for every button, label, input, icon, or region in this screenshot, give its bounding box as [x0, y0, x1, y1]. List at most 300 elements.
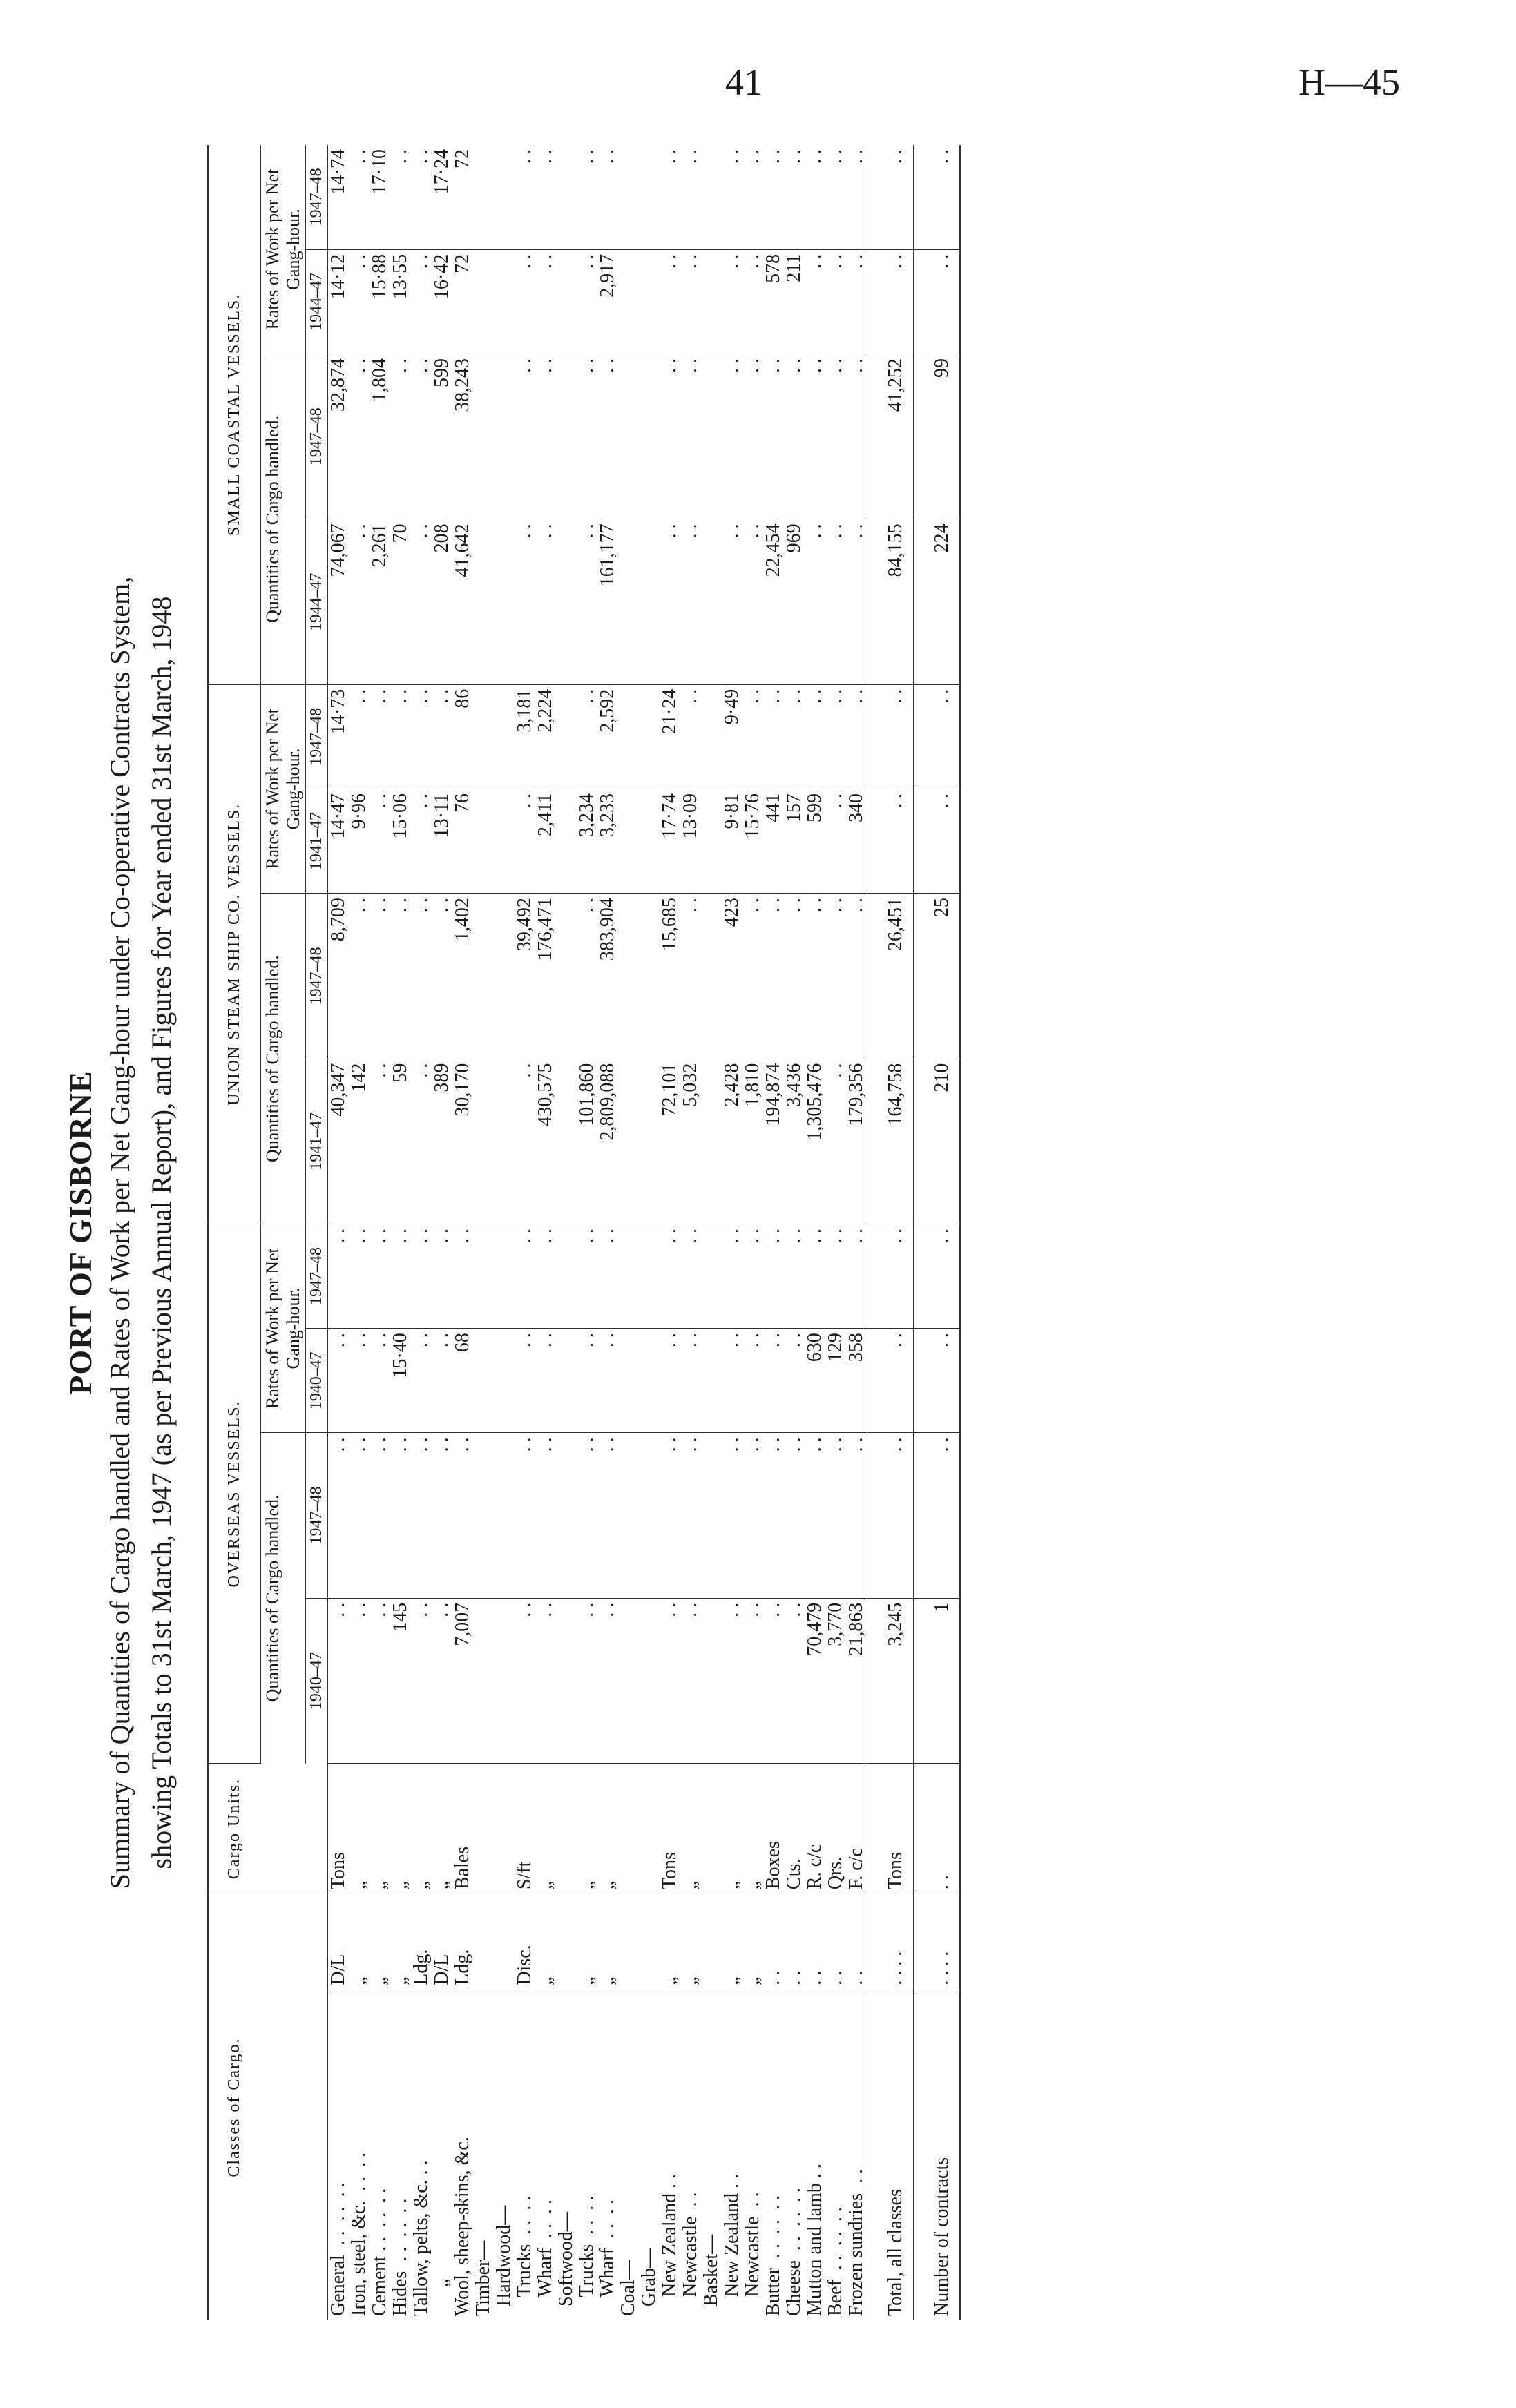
cell-us-r1: 17·74	[660, 789, 680, 893]
cell-sub: „	[742, 1894, 763, 1990]
cell-us-r2: . .	[411, 684, 432, 789]
cell-sc-r1: 14·12	[328, 249, 349, 354]
cell-us-r1: 14·47	[328, 789, 349, 893]
header-ov-qty: Quantities of Cargo handled.	[261, 1433, 306, 1764]
cell-sc-q1: . .	[535, 519, 556, 684]
cell-ov-q2: . .	[914, 1433, 961, 1598]
cell-sc-r2: . .	[763, 145, 784, 249]
cell-sc-q2	[556, 354, 577, 519]
cell-sc-r1: . .	[742, 249, 763, 354]
cell-ov-r1	[494, 1329, 515, 1433]
table-row	[618, 145, 639, 2320]
cell-sc-q1: . .	[805, 519, 825, 684]
table-row	[349, 145, 370, 2320]
cell-us-r1	[701, 789, 722, 893]
cell-sc-q1: 41,642	[452, 519, 473, 684]
cell-sub: Ldg.	[452, 1894, 473, 1990]
cell-us-q2: 15,685	[660, 894, 680, 1059]
cell-us-q2: . .	[763, 894, 784, 1059]
cell-unit	[701, 1764, 722, 1894]
header-year: 1947–48	[306, 1433, 328, 1598]
cell-sub	[639, 1894, 660, 1990]
cell-ov-r2: . .	[914, 1224, 961, 1328]
cell-ov-q2: . .	[763, 1433, 784, 1598]
cell-sub: D/L	[328, 1894, 349, 1990]
cell-sc-q2: 41,252	[867, 354, 914, 519]
cell-sub: „	[597, 1894, 618, 1990]
cell-sc-r1: . .	[867, 249, 914, 354]
cell-unit: Bales	[452, 1764, 473, 1894]
cell-ov-q2: . .	[722, 1433, 742, 1598]
cell-cls: Iron, steel, &c. . . . .	[348, 2152, 370, 2316]
cell-ov-r1: 358	[846, 1329, 867, 1433]
cell-us-r2: . .	[867, 684, 914, 789]
cell-us-q1	[473, 1059, 494, 1224]
cell-ov-r1: . .	[535, 1329, 556, 1433]
cell-sc-q1	[556, 519, 577, 684]
cell-sc-q2	[639, 354, 660, 519]
cell-us-q2: . .	[390, 894, 411, 1059]
cell-ov-q2: . .	[328, 1433, 349, 1598]
cell-us-q2	[701, 894, 722, 1059]
cell-sc-r1: 15·88	[370, 249, 390, 354]
cell-ov-q1	[639, 1598, 660, 1763]
cell-us-q1: 2,428	[722, 1059, 742, 1224]
cell-us-q2: 26,451	[867, 894, 914, 1059]
cell-us-r2: . .	[784, 684, 805, 789]
cell-us-q1: 30,170	[452, 1059, 473, 1224]
cell-ov-r2: . .	[784, 1224, 805, 1328]
cell-us-q2: . .	[680, 894, 701, 1059]
cell-us-q2: 1,402	[452, 894, 473, 1059]
cell-us-q1: 3,436	[784, 1059, 805, 1224]
header-us-rate: Rates of Work per Net Gang-hour.	[261, 684, 306, 893]
cell-sc-r2: . .	[597, 145, 618, 249]
cell-ov-q2: . .	[597, 1433, 618, 1598]
cell-sc-q1	[473, 519, 494, 684]
cell-cls: Mutton and lamb . .	[804, 2164, 825, 2316]
cell-sc-q1: 208	[432, 519, 452, 684]
cell-sc-q1	[618, 519, 639, 684]
table-row	[328, 145, 349, 2320]
cell-ov-q2: . .	[411, 1433, 432, 1598]
cell-us-r2: 21·24	[660, 684, 680, 789]
cell-ov-r1: . .	[328, 1329, 349, 1433]
cell-ov-q2: . .	[390, 1433, 411, 1598]
cell-sc-r1: . .	[411, 249, 432, 354]
cell-cls: Frozen sundries . .	[845, 2168, 867, 2316]
cell-sc-q1: 969	[784, 519, 805, 684]
cell-us-q2: 25	[914, 894, 961, 1059]
cell-us-r2	[618, 684, 639, 789]
cell-us-q2: . .	[411, 894, 432, 1059]
cell-ov-q2: . .	[370, 1433, 390, 1598]
cell-cls: Beef . . . . . .	[825, 2207, 846, 2316]
cell-sc-r1: . .	[577, 249, 597, 354]
cell-us-r1: 76	[452, 789, 473, 893]
cell-sub	[701, 1894, 722, 1990]
cell-us-r2: . .	[349, 684, 370, 789]
cell-us-r2	[639, 684, 660, 789]
cell-us-q2: . .	[784, 894, 805, 1059]
table-row	[515, 145, 535, 2320]
cell-ov-r2: . .	[660, 1224, 680, 1328]
cell-cls: Coal—	[617, 2260, 639, 2316]
page-title: PORT OF GISBORNE	[63, 1070, 98, 1395]
cell-cls: Wharf . . . .	[535, 2199, 556, 2316]
cell-ov-r1: . .	[660, 1329, 680, 1433]
cell-us-q2: . .	[349, 894, 370, 1059]
cell-sc-r1: . .	[535, 249, 556, 354]
cell-ov-q2: . .	[535, 1433, 556, 1598]
contracts-row	[914, 145, 961, 2320]
cell-unit: „	[742, 1764, 763, 1894]
cell-sc-r1	[473, 249, 494, 354]
cell-us-q1: 101,860	[577, 1059, 597, 1224]
cell-us-r1: 15·06	[390, 789, 411, 893]
cell-sub: „	[680, 1894, 701, 1990]
table-row	[825, 145, 846, 2320]
cell-sc-r2	[639, 145, 660, 249]
cell-us-r2	[556, 684, 577, 789]
cell-cls: Number of contracts	[914, 1990, 961, 2320]
cell-us-r1: 3,234	[577, 789, 597, 893]
cell-us-r2: . .	[742, 684, 763, 789]
cell-sc-r2	[473, 145, 494, 249]
cell-us-r2: 86	[452, 684, 473, 789]
cell-unit	[556, 1764, 577, 1894]
cell-us-q2	[618, 894, 639, 1059]
cell-us-r2: . .	[390, 684, 411, 789]
cell-us-q2: . .	[370, 894, 390, 1059]
cell-sc-q1: 161,177	[597, 519, 618, 684]
cell-ov-r1: . .	[597, 1329, 618, 1433]
cell-us-r1	[473, 789, 494, 893]
cell-us-q2: . .	[825, 894, 846, 1059]
cell-sub	[473, 1894, 494, 1990]
document-reference: H—45	[1298, 61, 1400, 103]
header-union: UNION STEAM SHIP CO. VESSELS.	[208, 684, 261, 1224]
cell-us-q2	[556, 894, 577, 1059]
cell-unit: Cts.	[784, 1764, 805, 1894]
cell-unit: S/ft	[515, 1764, 535, 1894]
cell-ov-q2: . .	[742, 1433, 763, 1598]
cell-us-q1: 164,758	[867, 1059, 914, 1224]
cell-sc-r2: . .	[577, 145, 597, 249]
cell-ov-q1: 145	[390, 1598, 411, 1763]
header-overseas: OVERSEAS VESSELS.	[208, 1224, 261, 1763]
cell-us-r1: 340	[846, 789, 867, 893]
cell-ov-r1	[473, 1329, 494, 1433]
cell-sc-r2: . .	[784, 145, 805, 249]
cell-sub: . .	[825, 1894, 846, 1990]
header-year: 1947–48	[306, 354, 328, 519]
cell-unit: „	[577, 1764, 597, 1894]
cell-sc-r1: . .	[846, 249, 867, 354]
cell-ov-r2: . .	[825, 1224, 846, 1328]
cell-ov-q1: . .	[680, 1598, 701, 1763]
cell-ov-r1	[701, 1329, 722, 1433]
cell-ov-r1: . .	[784, 1329, 805, 1433]
rotated-page-body	[62, 145, 1443, 2320]
cell-sub: . .	[805, 1894, 825, 1990]
cell-sc-q1: 2,261	[370, 519, 390, 684]
cell-us-r1: 9·81	[722, 789, 742, 893]
page-number: 41	[725, 61, 762, 103]
table-row	[432, 145, 452, 2320]
table-row	[805, 145, 825, 2320]
cell-us-r1: 2,411	[535, 789, 556, 893]
cell-sc-r1: 578	[763, 249, 784, 354]
cell-ov-r2	[473, 1224, 494, 1328]
cell-sc-r1: . .	[349, 249, 370, 354]
cell-ov-q1	[701, 1598, 722, 1763]
header-year: 1947–48	[306, 894, 328, 1059]
cell-sub: „	[577, 1894, 597, 1990]
subtitle-line-1: Summary of Quantities of Cargo handled and Rates of Work per Net Gang-hour under Co-operative Contracts System,	[104, 576, 135, 1889]
cell-us-r1: 599	[805, 789, 825, 893]
cell-sc-r1: . .	[680, 249, 701, 354]
cell-ov-q2: . .	[660, 1433, 680, 1598]
table-row	[452, 145, 473, 2320]
cell-ov-q2: . .	[805, 1433, 825, 1598]
cell-sc-r1: . .	[914, 249, 961, 354]
cell-us-r1: . .	[867, 789, 914, 893]
cell-ov-q2: . .	[867, 1433, 914, 1598]
cell-us-r2: . .	[914, 684, 961, 789]
cell-cls: Timber—	[472, 2240, 494, 2316]
cell-ov-r2: . .	[742, 1224, 763, 1328]
cell-us-r2: . .	[577, 684, 597, 789]
header-year: 1941–47	[306, 789, 328, 893]
header-year: 1944–47	[306, 249, 328, 354]
table-row	[556, 145, 577, 2320]
cell-unit: „	[432, 1764, 452, 1894]
cell-sub: . .	[763, 1894, 784, 1990]
cell-ov-q1: . .	[577, 1598, 597, 1763]
cell-ov-r1: 68	[452, 1329, 473, 1433]
cell-sub	[494, 1894, 515, 1990]
cell-ov-q1: 1	[914, 1598, 961, 1763]
cell-us-r2: . .	[680, 684, 701, 789]
header-year: 1947–48	[306, 1224, 328, 1328]
cell-us-r1: 13·09	[680, 789, 701, 893]
cell-cls: Butter . . . . . .	[762, 2195, 784, 2316]
cell-us-q2: 383,904	[597, 894, 618, 1059]
header-units: Cargo Units.	[208, 1764, 328, 1894]
cell-cls: Grab—	[638, 2248, 660, 2316]
cell-sub: „	[660, 1894, 680, 1990]
cell-ov-q1: . .	[763, 1598, 784, 1763]
cell-ov-q2	[639, 1433, 660, 1598]
cell-sc-q2	[701, 354, 722, 519]
cell-us-q2	[639, 894, 660, 1059]
cell-unit: „	[680, 1764, 701, 1894]
cell-ov-q1	[618, 1598, 639, 1763]
table-row	[639, 145, 660, 2320]
cell-sc-r2: . .	[680, 145, 701, 249]
cell-ov-r1: 129	[825, 1329, 846, 1433]
cell-unit: Tons	[660, 1764, 680, 1894]
cell-us-r2: 2,592	[597, 684, 618, 789]
table-row	[494, 145, 515, 2320]
cell-ov-r1: . .	[432, 1329, 452, 1433]
cell-us-r1: . .	[411, 789, 432, 893]
cell-sub: D/L	[432, 1894, 452, 1990]
cell-sc-r1: . .	[515, 249, 535, 354]
header-year: 1941–47	[306, 1059, 328, 1224]
cell-us-q1: 1,305,476	[805, 1059, 825, 1224]
cell-ov-q2: . .	[680, 1433, 701, 1598]
cell-us-q1	[556, 1059, 577, 1224]
cell-sc-q1: . .	[349, 519, 370, 684]
cell-unit: F. c/c	[846, 1764, 867, 1894]
cell-ov-q2	[556, 1433, 577, 1598]
cell-us-r1: 3,233	[597, 789, 618, 893]
cell-us-q1: 142	[349, 1059, 370, 1224]
cell-sc-r2: . .	[914, 145, 961, 249]
cell-us-q1	[701, 1059, 722, 1224]
cell-sc-r1	[701, 249, 722, 354]
cell-sc-q1: 224	[914, 519, 961, 684]
cell-cls: Newcastle . .	[680, 2192, 701, 2316]
cell-sub: . .	[784, 1894, 805, 1990]
cell-us-r2	[494, 684, 515, 789]
cell-us-q1: 72,101	[660, 1059, 680, 1224]
cell-ov-r1: . .	[742, 1329, 763, 1433]
header-year: 1944–47	[306, 519, 328, 684]
cell-sc-r2	[494, 145, 515, 249]
cell-ov-r2	[701, 1224, 722, 1328]
cell-ov-r2: . .	[680, 1224, 701, 1328]
cell-sc-r1	[618, 249, 639, 354]
table-row	[722, 145, 742, 2320]
cell-us-q1: . .	[411, 1059, 432, 1224]
cell-unit	[494, 1764, 515, 1894]
cell-sc-q1	[494, 519, 515, 684]
cell-us-r1: . .	[370, 789, 390, 893]
cell-sub	[556, 1894, 577, 1990]
table-row	[473, 145, 494, 2320]
table-row	[784, 145, 805, 2320]
cell-sc-q2: . .	[805, 354, 825, 519]
cell-ov-r1: . .	[867, 1329, 914, 1433]
cell-cls: New Zealand . .	[721, 2173, 742, 2316]
cell-us-r2: 14·73	[328, 684, 349, 789]
cell-us-r2: 3,181	[515, 684, 535, 789]
cell-sc-q1	[639, 519, 660, 684]
cell-ov-q2: . .	[432, 1433, 452, 1598]
cell-sc-q2: 599	[432, 354, 452, 519]
cell-ov-q2: . .	[784, 1433, 805, 1598]
cell-us-q1: 1,810	[742, 1059, 763, 1224]
cell-us-q2: . .	[846, 894, 867, 1059]
cell-us-q1: 389	[432, 1059, 452, 1224]
cell-sc-r1	[556, 249, 577, 354]
table-row	[763, 145, 784, 2320]
cell-ov-r1: . .	[722, 1329, 742, 1433]
cell-ov-r1: . .	[349, 1329, 370, 1433]
cell-us-q1: . .	[515, 1059, 535, 1224]
cell-us-q2: . .	[805, 894, 825, 1059]
cell-unit	[618, 1764, 639, 1894]
table-row	[577, 145, 597, 2320]
cell-sc-r1: 13·55	[390, 249, 411, 354]
cell-sub: „	[390, 1894, 411, 1990]
cell-sc-q2: . .	[515, 354, 535, 519]
cell-ov-q1	[494, 1598, 515, 1763]
cell-cls: Wharf . . . .	[597, 2199, 618, 2316]
cell-ov-q2: . .	[846, 1433, 867, 1598]
table-row	[660, 145, 680, 2320]
cell-ov-q1: . .	[722, 1598, 742, 1763]
cell-us-r2: . .	[846, 684, 867, 789]
table-row	[680, 145, 701, 2320]
cell-cls: Cheese . . . . . .	[783, 2188, 805, 2316]
cell-sc-q2: . .	[577, 354, 597, 519]
cell-sc-q2: . .	[390, 354, 411, 519]
cell-unit: „	[349, 1764, 370, 1894]
cell-us-q1: 40,347	[328, 1059, 349, 1224]
cell-sc-r1: 16·42	[432, 249, 452, 354]
table-row	[390, 145, 411, 2320]
cell-sub: „	[349, 1894, 370, 1990]
cell-ov-r1	[639, 1329, 660, 1433]
cell-cls: Basket—	[700, 2234, 722, 2316]
cell-sc-q2: . .	[784, 354, 805, 519]
cell-unit: . .	[914, 1764, 961, 1894]
cell-sc-q2	[473, 354, 494, 519]
cell-ov-r1: . .	[680, 1329, 701, 1433]
cell-unit	[639, 1764, 660, 1894]
cell-sc-r2	[701, 145, 722, 249]
cell-sc-r2	[556, 145, 577, 249]
cell-ov-q1: . .	[660, 1598, 680, 1763]
cell-sc-r2: . .	[722, 145, 742, 249]
cell-us-r1: 9·96	[349, 789, 370, 893]
cell-sub: Disc.	[515, 1894, 535, 1990]
cell-us-q1: 2,809,088	[597, 1059, 618, 1224]
cell-ov-q1	[556, 1598, 577, 1763]
cell-ov-q1: . .	[432, 1598, 452, 1763]
cell-sc-q2: 99	[914, 354, 961, 519]
cell-ov-r2: . .	[722, 1224, 742, 1328]
cell-sub: . . . .	[914, 1894, 961, 1990]
table-body	[328, 145, 961, 2320]
cell-sc-r2: . .	[805, 145, 825, 249]
cell-sc-r2: . .	[867, 145, 914, 249]
cell-sc-r2: . .	[515, 145, 535, 249]
header-year: 1947–48	[306, 145, 328, 249]
cell-us-q2: . .	[577, 894, 597, 1059]
cell-ov-q2: . .	[452, 1433, 473, 1598]
cell-cls: Trucks . . . .	[514, 2195, 535, 2316]
cell-us-r2: . .	[370, 684, 390, 789]
cell-ov-r2: . .	[805, 1224, 825, 1328]
cell-us-q2: . .	[742, 894, 763, 1059]
cell-sc-q2: . .	[742, 354, 763, 519]
header-sc-rate: Rates of Work per Net Gang-hour.	[261, 145, 306, 354]
cell-cls: New Zealand . .	[659, 2173, 680, 2316]
cell-ov-r2: . .	[577, 1224, 597, 1328]
cell-sc-r2: . .	[742, 145, 763, 249]
cell-ov-r2: . .	[328, 1224, 349, 1328]
cell-sub: Ldg.	[411, 1894, 432, 1990]
cell-ov-r2: . .	[515, 1224, 535, 1328]
cell-sc-r1: . .	[805, 249, 825, 354]
cell-us-q2: . .	[432, 894, 452, 1059]
cell-ov-r2: . .	[597, 1224, 618, 1328]
